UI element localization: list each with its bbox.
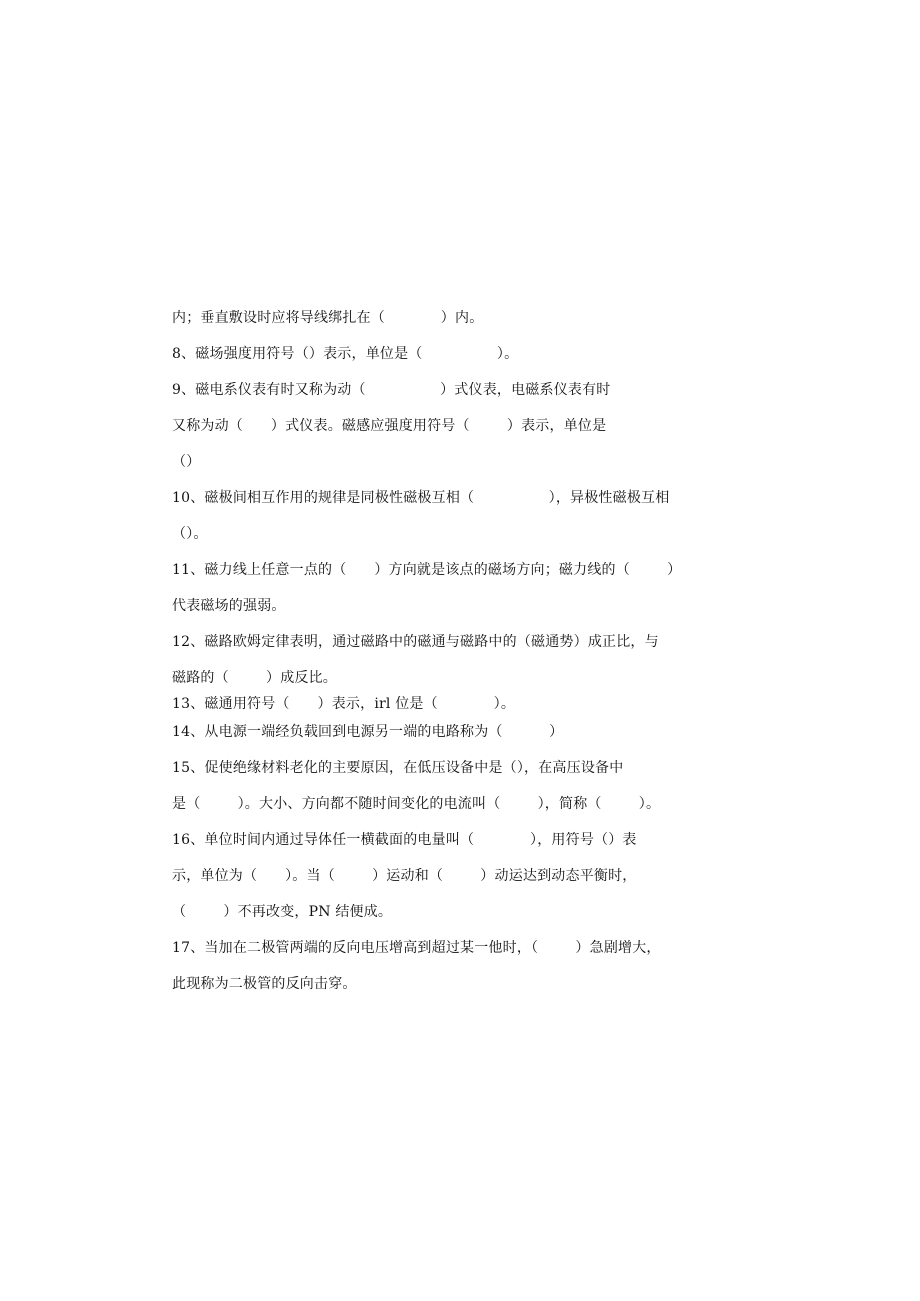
text-line: 磁路的（ ）成反比。 bbox=[172, 670, 338, 686]
text-line: 又称为动（ ）式仪表。磁感应强度用符号（ ）表示，单位是 bbox=[172, 418, 607, 434]
text-line: 示，单位为（ ）。当（ ）运动和（ ）动运达到动态平衡时， bbox=[172, 868, 637, 884]
text-line: 内；垂直敷设时应将导线绑扎在（ ）内。 bbox=[172, 310, 484, 326]
question-8: 8、磁场强度用符号（）表示，单位是（ ）。 bbox=[172, 346, 519, 362]
question-11: 11、磁力线上任意一点的（ ）方向就是该点的磁场方向；磁力线的（ ） bbox=[172, 562, 682, 578]
question-16: 16、单位时间内通过导体任一横截面的电量叫（ ），用符号（）表 bbox=[172, 832, 637, 848]
question-13: 13、磁通用符号（ ）表示，irl 位是（ ）。 bbox=[172, 696, 516, 712]
text-line: （ ）不再改变，PN 结便成。 bbox=[172, 904, 393, 920]
text-line: （）。 bbox=[172, 526, 208, 542]
text-line: 此现称为二极管的反向击穿。 bbox=[172, 976, 357, 992]
question-9: 9、磁电系仪表有时又称为动（ ）式仪表，电磁系仪表有时 bbox=[172, 382, 611, 398]
question-12: 12、磁路欧姆定律表明，通过磁路中的磁通与磁路中的（磁通势）成正比，与 bbox=[172, 634, 659, 650]
question-17: 17、当加在二极管两端的反向电压增高到超过某一他时，（ ）急剧增大， bbox=[172, 940, 661, 956]
text-line: 代表磁场的强弱。 bbox=[172, 598, 286, 614]
question-15: 15、促使绝缘材料老化的主要原因，在低压设备中是（），在高压设备中 bbox=[172, 760, 624, 776]
question-14: 14、从电源一端经负载回到电源另一端的电路称为（ ） bbox=[172, 724, 564, 740]
text-line: 是（ ）。大小、方向都不随时间变化的电流叫（ ），简称（ ）。 bbox=[172, 796, 661, 812]
text-line: （） bbox=[172, 454, 201, 470]
question-10: 10、磁极间相互作用的规律是同极性磁极互相（ ），异极性磁极互相 bbox=[172, 490, 670, 506]
